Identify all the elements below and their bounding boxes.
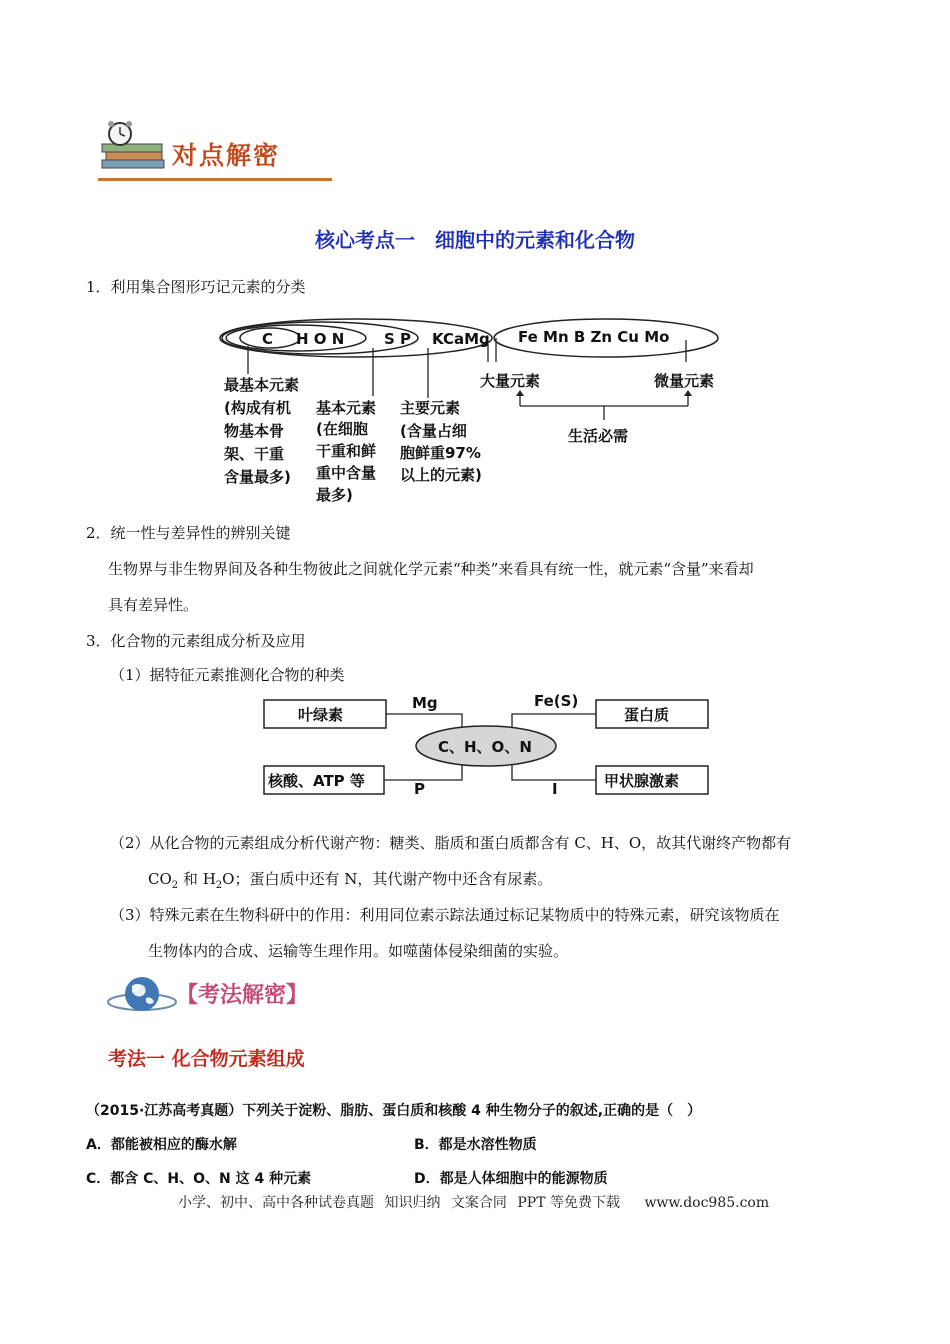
group-hon: H O N	[296, 330, 345, 348]
element-set-diagram	[218, 318, 738, 510]
item3-heading: 3．化合物的元素组成分析及应用	[86, 632, 306, 650]
group-kcamg: KCaMg	[432, 330, 490, 348]
element-i: I	[552, 780, 558, 798]
footer-item-0: 小学、初中、高中各种试卷真题	[178, 1195, 374, 1211]
label-basic-most-0: 最基本元素	[224, 376, 300, 394]
badge-title: 对点解密	[172, 141, 281, 170]
label-basic-most-2: 物基本骨	[224, 422, 285, 440]
label-basic-1: (在细胞	[316, 420, 368, 438]
item3-sub1: （1）据特征元素推测化合物的种类	[110, 666, 345, 684]
globe-icon	[106, 972, 178, 1016]
label-micro: 微量元素	[654, 372, 715, 390]
label-basic-most-1: (构成有机	[224, 399, 291, 417]
section-badge	[98, 120, 333, 186]
option-d[interactable]: D．都是人体细胞中的能源物质	[414, 1171, 608, 1187]
footer-url[interactable]: www.doc985.com	[644, 1195, 770, 1211]
footer-item-2: 文案合同	[450, 1195, 507, 1211]
option-a[interactable]: A．都能被相应的酶水解	[86, 1137, 237, 1153]
option-b[interactable]: B．都是水溶性物质	[414, 1137, 537, 1153]
item2-body-line1: 生物界与非生物界间及各种生物彼此之间就化学元素“种类”来看具有统一性，就元素“含量”来看却	[108, 560, 754, 578]
compound-protein: 蛋白质	[624, 706, 670, 724]
footer-item-3: PPT 等免费下载	[517, 1195, 620, 1211]
element-p: P	[414, 780, 425, 798]
method-title: 考法一 化合物元素组成	[108, 1048, 305, 1070]
option-c[interactable]: C．都含 C、H、O、N 这 4 种元素	[86, 1171, 312, 1187]
method-badge-title: 【考法解密】	[176, 983, 309, 1008]
compound-element-diagram	[262, 690, 712, 802]
item3-sub3-line1: （3）特殊元素在生物科研中的作用：利用同位素示踪法通过标记某物质中的特殊元素，研究该物质在	[110, 906, 780, 924]
label-needed: 生活必需	[568, 427, 629, 445]
compound-chlorophyll: 叶绿素	[298, 706, 344, 724]
label-macro: 大量元素	[480, 372, 541, 390]
label-main-1: (含量占细	[400, 422, 467, 440]
center-elements: C、H、O、N	[438, 738, 532, 756]
label-basic-0: 基本元素	[316, 399, 377, 417]
label-main-2: 胞鲜重97%	[400, 444, 481, 462]
section-title: 核心考点一 细胞中的元素和化合物	[315, 228, 635, 252]
label-basic-most-3: 架、干重	[224, 445, 285, 463]
books-clock-icon	[98, 120, 170, 178]
element-fe-s: Fe(S)	[534, 692, 579, 710]
label-main-3: 以上的元素)	[400, 466, 482, 484]
group-trace: Fe Mn B Zn Cu Mo	[518, 328, 670, 346]
item1-heading: 1．利用集合图形巧记元素的分类	[86, 278, 306, 296]
method-badge	[106, 972, 336, 1016]
item2-heading: 2．统一性与差异性的辨别关键	[86, 524, 291, 542]
footer-item-1: 知识归纳	[384, 1195, 441, 1211]
item3-sub3-line2: 生物体内的合成、运输等生理作用。如噬菌体侵染细菌的实验。	[148, 942, 569, 960]
question-stem: （2015·江苏高考真题）下列关于淀粉、脂肪、蛋白质和核酸 4 种生物分子的叙述,正确的是（ ）	[86, 1103, 702, 1119]
item2-body-line2: 具有差异性。	[108, 596, 199, 614]
label-main-0: 主要元素	[400, 399, 461, 417]
group-c: C	[262, 330, 274, 348]
element-mg: Mg	[412, 694, 438, 712]
page-footer	[178, 1192, 775, 1212]
compound-nucleic-acid: 核酸、ATP 等	[268, 772, 365, 790]
compound-thyroxine: 甲状腺激素	[604, 772, 680, 790]
badge-underline	[98, 178, 332, 181]
label-basic-most-4: 含量最多)	[224, 468, 291, 486]
item3-sub2-line2: $CO_2$ 和 $H_2O$；蛋白质中还有 N，其代谢产物中还含有尿素。	[148, 870, 553, 891]
label-basic-4: 最多)	[316, 486, 353, 504]
group-sp: S P	[384, 330, 412, 348]
item3-sub2-line1: （2）从化合物的元素组成分析代谢产物：糖类、脂质和蛋白质都含有 C、H、O，故其代谢终产物都有	[110, 834, 792, 852]
label-basic-3: 重中含量	[316, 464, 377, 482]
label-basic-2: 干重和鲜	[316, 442, 377, 460]
